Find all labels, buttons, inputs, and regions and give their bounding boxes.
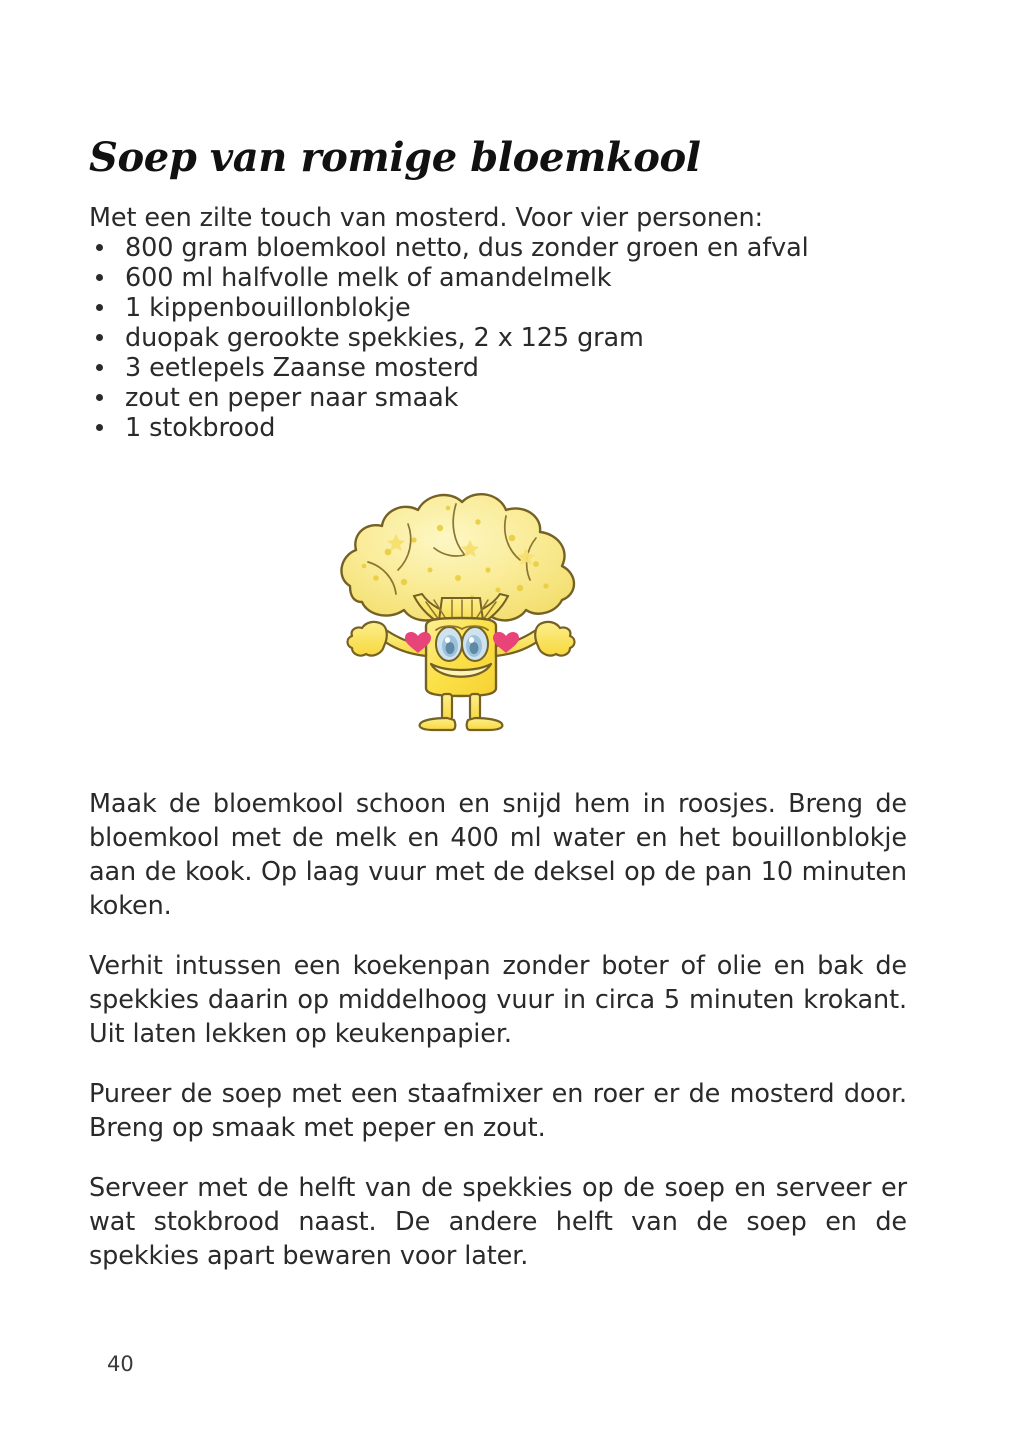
character-legs-shape [420, 694, 503, 730]
list-item [89, 263, 905, 293]
bullet-icon [96, 394, 103, 401]
instruction-paragraph: Pureer de soep met een staafmixer en roer er de mosterd door. Breng op smaak met peper en zout. [89, 1079, 907, 1143]
list-item [89, 353, 905, 383]
bullet-icon [96, 334, 103, 341]
ingredient-label: 1 stokbrood [125, 413, 276, 443]
bullet-icon [96, 304, 103, 311]
ingredient-label: duopak gerookte spekkies, 2 x 125 gram [125, 323, 644, 353]
ingredient-list [89, 233, 905, 443]
list-item [89, 413, 905, 443]
ingredient-label: 1 kippenbouillonblokje [125, 293, 411, 323]
list-item [89, 383, 905, 413]
instruction-paragraph: Verhit intussen een koekenpan zonder boter of olie en bak de spekkies daarin op middelhoog vuur in circa 5 minuten krokant. Uit laten lekken op keukenpapier. [89, 951, 907, 1049]
instruction-paragraph: Serveer met de helft van de spekkies op de soep en serveer er wat stokbrood naast. De andere helft van de soep en de spekkies apart bewaren voor later. [89, 1173, 907, 1271]
bullet-icon [96, 364, 103, 371]
bullet-icon [96, 244, 103, 251]
ingredient-label: 600 ml halfvolle melk of amandelmelk [125, 263, 612, 293]
instruction-paragraph: Maak de bloemkool schoon en snijd hem in roosjes. Breng de bloemkool met de melk en 400 ml water en het bouillonblokje aan de kook. Op laag vuur met de deksel op de pan 10 minuten koken. [89, 789, 907, 921]
instructions-section [89, 787, 907, 1273]
list-item [89, 233, 905, 263]
bullet-icon [96, 424, 103, 431]
list-item [89, 293, 905, 323]
list-item [89, 323, 905, 353]
cauliflower-character-illustration [330, 478, 592, 733]
ingredient-label: zout en peper naar smaak [125, 383, 459, 413]
intro-text: Met een zilte touch van mosterd. Voor vier personen: [89, 203, 764, 233]
bullet-icon [96, 274, 103, 281]
page-number: 40 [107, 1352, 134, 1376]
ingredients-section [89, 203, 905, 443]
page-title: Soep van romige bloemkool [89, 133, 701, 181]
ingredient-label: 800 gram bloemkool netto, dus zonder groen en afval [125, 233, 809, 263]
ingredient-label: 3 eetlepels Zaanse mosterd [125, 353, 479, 383]
